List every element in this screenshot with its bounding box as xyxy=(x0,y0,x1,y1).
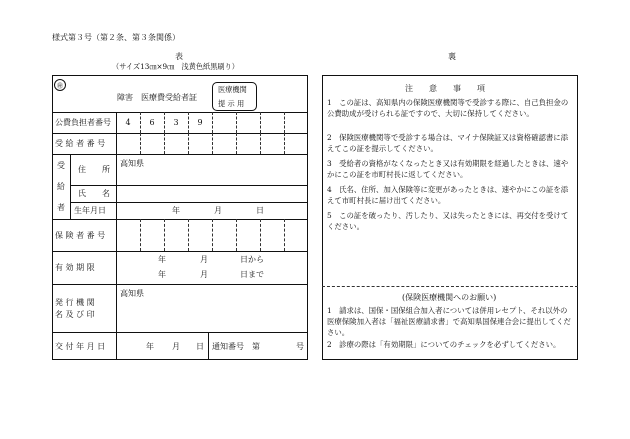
birth-month-unit: 月 xyxy=(214,206,222,215)
notes-title: 注 意 事 項 xyxy=(405,84,485,93)
recipient-group-label-1: 受 xyxy=(57,161,65,170)
section-divider xyxy=(322,286,578,287)
birth-year-unit: 年 xyxy=(172,206,180,215)
recipient-group-label-2: 給 xyxy=(57,182,65,191)
issue-year-unit: 年 xyxy=(146,342,154,351)
request-item: 2 診療の際は「有効期限」についてのチェックを必ずしてください。 xyxy=(327,340,561,349)
front-side-label: 表 xyxy=(175,52,183,61)
issuer-label-2: 名 及 び 印 xyxy=(55,310,95,319)
card-title: 障害 医療費受給者証 xyxy=(117,93,197,102)
validity-from-year: 年 xyxy=(158,255,166,264)
size-note: （サイズ13㎝×9㎝ 浅黄色紙黒刷り） xyxy=(112,62,239,71)
issuer-label-1: 発 行 機 関 xyxy=(55,298,95,307)
payer-digit: 6 xyxy=(149,118,155,127)
note-item: 3 受給者の資格がなくなったとき又は有効期限を経過したときは、速やかにこの証を市町村長に返してください。 xyxy=(327,159,569,179)
issue-day-unit: 日 xyxy=(196,342,204,351)
note-item: 5 この証を破ったり、汚したり、又は失ったときには、再交付を受けてください。 xyxy=(327,211,569,231)
validity-from-month: 月 xyxy=(200,255,208,264)
beneficiary-number-label: 受 給 者 番 号 xyxy=(55,139,106,148)
validity-to-day: 日まで xyxy=(240,270,264,279)
insurer-number-label: 保 険 者 番 号 xyxy=(55,231,106,240)
request-item: 1 請求は、国保・国保組合加入者については併用レセプト、それ以外の医療保険加入者は「福祉医療請求書」で高知県国保連合会に提出してください。 xyxy=(327,306,571,337)
form-number: 様式第３号（第２条、第３条関係） xyxy=(52,33,180,42)
issue-month-unit: 月 xyxy=(172,342,180,351)
validity-to-year: 年 xyxy=(158,270,166,279)
validity-label: 有 効 期 限 xyxy=(55,263,95,272)
secret-seal-icon: ㊙ xyxy=(54,79,66,91)
payer-digit: 4 xyxy=(125,118,131,127)
note-item: 1 この証は、高知県内の保険医療機関等で受診する際に、自己負担金の公費助成が受けられる証ですので、大切に保持してください。 xyxy=(327,98,569,118)
stamp-line-2: 提 示 用 xyxy=(218,99,245,108)
note-item: 2 保険医療機関等で受診する場合は、マイナ保険証又は資格確認書に添えてこの証を提示してください。 xyxy=(327,133,569,153)
birth-date-label: 生年月日 xyxy=(74,206,106,215)
payer-number-label: 公費負担者番号 xyxy=(55,118,111,127)
name-label: 氏 名 xyxy=(78,189,110,198)
request-title: (保険医療機関へのお願い) xyxy=(402,293,497,302)
issuer-value: 高知県 xyxy=(120,289,144,298)
recipient-group-label-3: 者 xyxy=(57,203,65,212)
validity-from-day: 日から xyxy=(240,255,264,264)
birth-day-unit: 日 xyxy=(256,206,264,215)
address-value: 高知県 xyxy=(120,159,144,168)
validity-to-month: 月 xyxy=(200,270,208,279)
note-item: 4 氏名、住所、加入保険等に変更があったときは、速やかにこの証を添えて市町村長に届け出てください。 xyxy=(327,185,569,205)
address-label: 住 所 xyxy=(78,165,110,174)
stamp-line-1: 医療機関 xyxy=(218,85,247,94)
notice-number-label: 通知番号 第 xyxy=(212,342,260,351)
notice-number-suffix: 号 xyxy=(296,342,304,351)
payer-digit: 9 xyxy=(197,118,203,127)
back-side-label: 裏 xyxy=(448,52,456,61)
payer-digit: 3 xyxy=(173,118,179,127)
issue-date-label: 交 付 年 月 日 xyxy=(55,342,106,351)
